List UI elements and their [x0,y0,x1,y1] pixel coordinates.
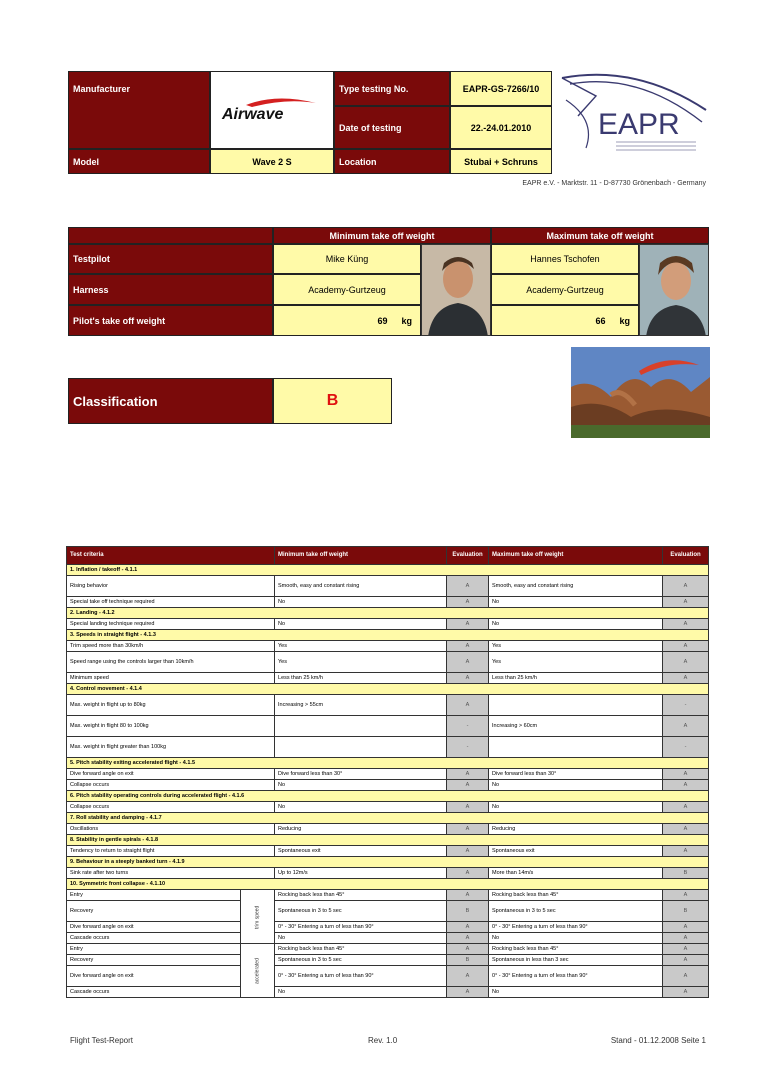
max-weight-result: No [489,619,663,630]
min-weight-evaluation: A [447,824,489,835]
max-pilot-name: Hannes Tschofen [491,244,639,274]
criterion-label: Max. weight in flight 80 to 100kg [67,716,275,737]
max-weight-evaluation: A [663,987,709,998]
min-weight-result: No [275,780,447,791]
criteria-row [67,619,709,630]
criteria-section-row [67,857,709,868]
max-weight-result: No [489,597,663,608]
max-weight-result [489,695,663,716]
criterion-label: Entry [67,944,241,955]
classification-label: Classification [68,378,273,424]
min-weight-evaluation: A [447,933,489,944]
max-weight-evaluation: A [663,619,709,630]
paraglider-landscape-icon [571,347,710,438]
min-weight-result [275,737,447,758]
criteria-section-title: 2. Landing - 4.1.2 [67,608,709,619]
criteria-row [67,922,709,933]
manufacturer-logo-text: Airwave [222,106,284,123]
criteria-row [67,737,709,758]
min-weight-result: Reducing [275,824,447,835]
min-pilot-name: Mike Küng [273,244,421,274]
criterion-label: Special take off technique required [67,597,275,608]
criterion-label: Rising behavior [67,576,275,597]
criterion-label: Max. weight in flight up to 80kg [67,695,275,716]
max-weight-evaluation: A [663,769,709,780]
max-weight-unit: kg [619,315,630,326]
location-value: Stubai + Schruns [450,149,552,174]
max-weight-evaluation: A [663,716,709,737]
max-weight-cell [491,305,639,336]
manufacturer-logo [210,71,334,149]
criteria-row [67,695,709,716]
max-weight-result: Less than 25 km/h [489,673,663,684]
type-testing-value: EAPR-GS-7266/10 [450,71,552,106]
criteria-row [67,955,709,966]
max-weight-result: Spontaneous in 3 to 5 sec [489,901,663,922]
criterion-label: Recovery [67,955,241,966]
criteria-row [67,576,709,597]
max-weight-result: Rocking back less than 45° [489,944,663,955]
classification-grade: B [273,378,392,424]
min-weight-result: Increasing > 55cm [275,695,447,716]
footer-right: Stand - 01.12.2008 Seite 1 [610,1036,706,1045]
criteria-header-cell: Test criteria [67,547,275,565]
criteria-row [67,966,709,987]
footer-center: Rev. 1.0 [368,1036,398,1045]
criteria-row [67,597,709,608]
max-weight-result [489,737,663,758]
max-weight-value: 66 [595,315,606,326]
criterion-label: Sink rate after two turns [67,868,275,879]
max-harness: Academy-Gurtzeug [491,274,639,305]
criteria-row [67,901,709,922]
criteria-section-row [67,835,709,846]
criteria-section-row [67,791,709,802]
max-weight-evaluation: A [663,966,709,987]
min-weight-evaluation: A [447,944,489,955]
min-weight-result: 0° - 30° Entering a turn of less than 90° [275,922,447,933]
criteria-section-title: 9. Behaviour in a steeply banked turn - 4.1.9 [67,857,709,868]
type-testing-label: Type testing No. [334,71,450,106]
max-weight-result: Spontaneous in less than 3 sec [489,955,663,966]
min-weight-result: Spontaneous in 3 to 5 sec [275,955,447,966]
criteria-section-row [67,630,709,641]
eapr-logo-icon [556,70,712,162]
min-weight-result: 0° - 30° Entering a turn of less than 90° [275,966,447,987]
criterion-label: Dive forward angle on exit [67,966,241,987]
criteria-row [67,824,709,835]
min-weight-result: Yes [275,652,447,673]
date-label: Date of testing [334,106,450,149]
criterion-label: Minimum speed [67,673,275,684]
min-weight-result: No [275,619,447,630]
min-weight-value: 69 [377,315,388,326]
max-weight-evaluation: A [663,824,709,835]
criteria-row [67,780,709,791]
max-weight-evaluation: A [663,846,709,857]
harness-label: Harness [68,274,273,305]
criteria-section-title: 4. Control movement - 4.1.4 [67,684,709,695]
eapr-address: EAPR e.V. - Marktstr. 11 - D-87730 Grönenbach - Germany [522,180,706,187]
max-weight-evaluation: A [663,802,709,813]
max-weight-evaluation: A [663,673,709,684]
min-weight-evaluation: A [447,780,489,791]
min-weight-result: Smooth, easy and constant rising [275,576,447,597]
criterion-label: Collapse occurs [67,780,275,791]
max-weight-evaluation: A [663,652,709,673]
min-weight-evaluation: A [447,966,489,987]
criteria-row [67,890,709,901]
criteria-section-title: 7. Roll stability and damping - 4.1.7 [67,813,709,824]
speed-mode-label: accelerated [241,944,275,998]
criteria-row [67,802,709,813]
max-weight-evaluation: A [663,597,709,608]
min-weight-evaluation: A [447,619,489,630]
min-weight-result: No [275,802,447,813]
pilot-portrait-icon [422,245,491,336]
max-weight-result: Reducing [489,824,663,835]
max-weight-evaluation: - [663,737,709,758]
criterion-label: Trim speed more than 30km/h [67,641,275,652]
min-weight-evaluation: A [447,576,489,597]
min-weight-result: Dive forward less than 30° [275,769,447,780]
criteria-section-title: 10. Symmetric front collapse - 4.1.10 [67,879,709,890]
min-weight-evaluation: A [447,868,489,879]
min-weight-result: Rocking back less than 45° [275,890,447,901]
min-weight-result: Spontaneous in 3 to 5 sec [275,901,447,922]
criteria-section-title: 6. Pitch stability operating controls during accelerated flight - 4.1.6 [67,791,709,802]
criteria-section-title: 8. Stability in gentle spirals - 4.1.8 [67,835,709,846]
criteria-row [67,673,709,684]
criteria-row [67,716,709,737]
max-weight-result: 0° - 30° Entering a turn of less than 90° [489,966,663,987]
criteria-section-row [67,813,709,824]
model-label: Model [68,149,210,174]
min-weight-result: No [275,987,447,998]
criteria-header-cell: Evaluation [447,547,489,565]
footer-left: Flight Test-Report [70,1036,133,1045]
model-value: Wave 2 S [210,149,334,174]
airwave-logo-icon [216,95,328,125]
max-weight-evaluation: A [663,641,709,652]
criterion-label: Max. weight in flight greater than 100kg [67,737,275,758]
min-weight-evaluation: B [447,901,489,922]
max-weight-evaluation: - [663,695,709,716]
min-weight-cell [273,305,421,336]
criterion-label: Dive forward angle on exit [67,922,241,933]
max-weight-evaluation: A [663,780,709,791]
min-weight-evaluation: - [447,716,489,737]
criteria-row [67,944,709,955]
min-weight-evaluation: A [447,987,489,998]
criterion-label: Oscillations [67,824,275,835]
criteria-section-row [67,608,709,619]
min-weight-result: No [275,933,447,944]
criteria-section-title: 1. Inflation / takeoff - 4.1.1 [67,565,709,576]
criteria-header-cell: Evaluation [663,547,709,565]
criterion-label: Entry [67,890,241,901]
max-weight-result: 0° - 30° Entering a turn of less than 90° [489,922,663,933]
eapr-logo-text: EAPR [598,108,680,141]
max-weight-result: Yes [489,652,663,673]
max-weight-result: Rocking back less than 45° [489,890,663,901]
criteria-row [67,987,709,998]
criteria-section-title: 5. Pitch stability exiting accelerated flight - 4.1.5 [67,758,709,769]
criterion-label: Special landing technique required [67,619,275,630]
criteria-header-cell: Minimum take off weight [275,547,447,565]
max-weight-evaluation: A [663,890,709,901]
max-weight-evaluation: A [663,576,709,597]
min-weight-evaluation: A [447,597,489,608]
criteria-section-row [67,758,709,769]
date-value: 22.-24.01.2010 [450,106,552,149]
min-weight-unit: kg [401,315,412,326]
max-weight-result: Yes [489,641,663,652]
criteria-row [67,846,709,857]
max-weight-result: No [489,780,663,791]
eapr-logo [556,70,712,162]
criteria-row [67,933,709,944]
speed-mode-label: trim speed [241,890,275,944]
max-weight-evaluation: B [663,868,709,879]
criteria-header-row [67,547,709,565]
weight-label: Pilot's take off weight [68,305,273,336]
test-criteria-table [66,546,709,998]
min-weight-evaluation: A [447,846,489,857]
min-weight-evaluation: B [447,955,489,966]
criterion-label: Speed range using the controls larger than 10km/h [67,652,275,673]
min-weight-evaluation: A [447,922,489,933]
testpilot-label: Testpilot [68,244,273,274]
min-weight-evaluation: A [447,802,489,813]
manufacturer-label: Manufacturer [68,71,210,149]
pilots-header-blank [68,227,273,244]
max-weight-result: Spontaneous exit [489,846,663,857]
max-weight-evaluation: A [663,922,709,933]
max-weight-header: Maximum take off weight [491,227,709,244]
min-weight-header: Minimum take off weight [273,227,491,244]
paraglider-photo [571,347,710,438]
max-weight-evaluation: A [663,944,709,955]
criterion-label: Collapse occurs [67,802,275,813]
max-weight-result: More than 14m/s [489,868,663,879]
min-weight-result: Rocking back less than 45° [275,944,447,955]
min-pilot-photo [421,244,491,336]
location-label: Location [334,149,450,174]
max-weight-result: Dive forward less than 30° [489,769,663,780]
criterion-label: Cascade occurs [67,933,241,944]
criterion-label: Cascade occurs [67,987,241,998]
min-weight-evaluation: - [447,737,489,758]
criteria-section-row [67,879,709,890]
min-weight-evaluation: A [447,890,489,901]
min-weight-evaluation: A [447,673,489,684]
min-harness: Academy-Gurtzeug [273,274,421,305]
min-weight-evaluation: A [447,769,489,780]
max-weight-result: Increasing > 60cm [489,716,663,737]
criteria-section-row [67,565,709,576]
max-weight-result: No [489,987,663,998]
min-weight-result: Yes [275,641,447,652]
criteria-row [67,641,709,652]
max-weight-result: Smooth, easy and constant rising [489,576,663,597]
min-weight-result: Up to 12m/s [275,868,447,879]
max-weight-evaluation: B [663,901,709,922]
min-weight-evaluation: A [447,652,489,673]
max-weight-evaluation: A [663,955,709,966]
max-weight-result: No [489,802,663,813]
criteria-section-row [67,684,709,695]
criterion-label: Recovery [67,901,241,922]
criterion-label: Tendency to return to straight flight [67,846,275,857]
criteria-row [67,868,709,879]
criteria-row [67,652,709,673]
max-weight-evaluation: A [663,933,709,944]
min-weight-evaluation: A [447,695,489,716]
min-weight-result [275,716,447,737]
min-weight-evaluation: A [447,641,489,652]
pilot-portrait-icon [640,245,709,336]
max-pilot-photo [639,244,709,336]
criteria-section-title: 3. Speeds in straight flight - 4.1.3 [67,630,709,641]
min-weight-result: Spontaneous exit [275,846,447,857]
criteria-row [67,769,709,780]
criterion-label: Dive forward angle on exit [67,769,275,780]
max-weight-result: No [489,933,663,944]
min-weight-result: No [275,597,447,608]
criteria-header-cell: Maximum take off weight [489,547,663,565]
min-weight-result: Less than 25 km/h [275,673,447,684]
